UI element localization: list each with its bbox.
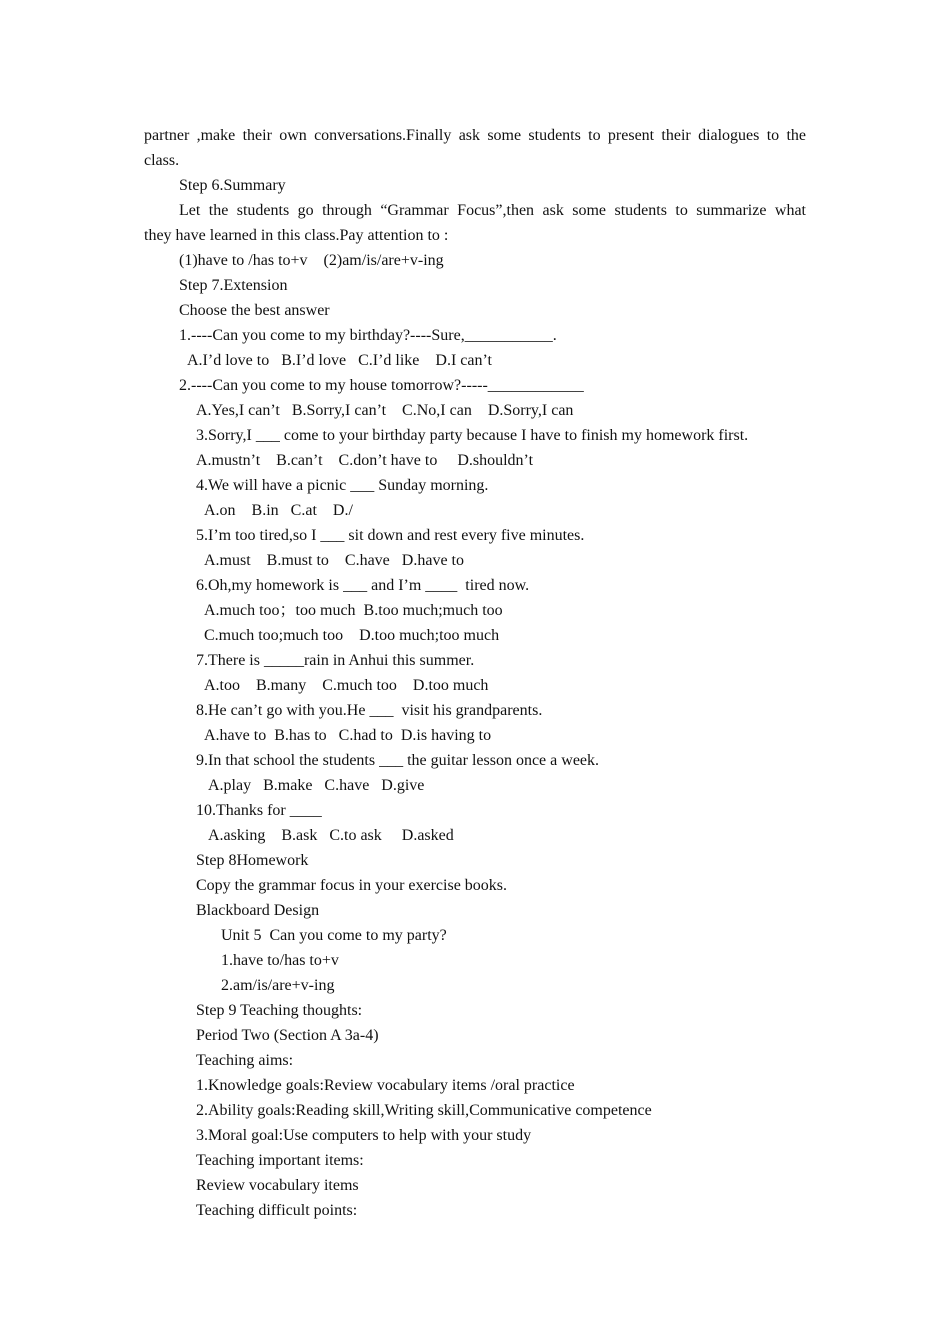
grammar-points: (1)have to /has to+v (2)am/is/are+v-ing bbox=[179, 252, 444, 269]
step-heading: Step 9 Teaching thoughts: bbox=[196, 1002, 363, 1019]
period-heading: Period Two (Section A 3a-4) bbox=[196, 1027, 379, 1044]
step-heading: Step 7.Extension bbox=[179, 277, 288, 294]
aim-item: 3.Moral goal:Use computers to help with your study bbox=[196, 1127, 532, 1144]
section-heading: Teaching difficult points: bbox=[196, 1202, 358, 1219]
question: 6.Oh,my homework is ___ and I’m ____ tired now. bbox=[196, 577, 530, 594]
answer-options: A.have to B.has to C.had to D.is having to bbox=[204, 727, 492, 744]
paragraph-line: Review vocabulary items bbox=[196, 1177, 359, 1194]
paragraph-line: they have learned in this class.Pay attention to : bbox=[144, 227, 449, 244]
blackboard-line: Unit 5 Can you come to my party? bbox=[221, 927, 447, 944]
question: 9.In that school the students ___ the guitar lesson once a week. bbox=[196, 752, 600, 769]
answer-options: A.much too；too much B.too much;much too bbox=[204, 602, 503, 619]
paragraph-line: class. bbox=[144, 152, 180, 169]
question: 7.There is _____rain in Anhui this summer. bbox=[196, 652, 475, 669]
blackboard-line: 1.have to/has to+v bbox=[221, 952, 339, 969]
section-heading: Teaching important items: bbox=[196, 1152, 364, 1169]
answer-options: A.I’d love to B.I’d love C.I’d like D.I can’t bbox=[187, 352, 492, 369]
paragraph-line: partner ,make their own conversations.Finally ask some students to present their dialogues to the bbox=[144, 127, 806, 144]
aim-item: 1.Knowledge goals:Review vocabulary items /oral practice bbox=[196, 1077, 575, 1094]
question: 5.I’m too tired,so I ___ sit down and rest every five minutes. bbox=[196, 527, 585, 544]
answer-options: A.on B.in C.at D./ bbox=[204, 502, 353, 519]
section-heading: Teaching aims: bbox=[196, 1052, 294, 1069]
answer-options: A.too B.many C.much too D.too much bbox=[204, 677, 489, 694]
question: 1.----Can you come to my birthday?----Sure,___________. bbox=[179, 327, 557, 344]
paragraph-line: Copy the grammar focus in your exercise books. bbox=[196, 877, 508, 894]
paragraph-line: Let the students go through “Grammar Focus”,then ask some students to summarize what bbox=[179, 202, 806, 219]
answer-options: A.play B.make C.have D.give bbox=[208, 777, 425, 794]
answer-options: A.asking B.ask C.to ask D.asked bbox=[208, 827, 454, 844]
question: 4.We will have a picnic ___ Sunday morning. bbox=[196, 477, 489, 494]
aim-item: 2.Ability goals:Reading skill,Writing skill,Communicative competence bbox=[196, 1102, 652, 1119]
blackboard-line: 2.am/is/are+v-ing bbox=[221, 977, 335, 994]
exercise-instruction: Choose the best answer bbox=[179, 302, 330, 319]
step-heading: Step 6.Summary bbox=[179, 177, 286, 194]
question: 3.Sorry,I ___ come to your birthday party because I have to finish my homework first. bbox=[196, 427, 749, 444]
question: 2.----Can you come to my house tomorrow?-----____________ bbox=[179, 377, 584, 394]
question: 8.He can’t go with you.He ___ visit his grandparents. bbox=[196, 702, 543, 719]
answer-options: A.mustn’t B.can’t C.don’t have to D.shouldn’t bbox=[196, 452, 534, 469]
step-heading: Step 8Homework bbox=[196, 852, 309, 869]
question: 10.Thanks for ____ bbox=[196, 802, 322, 819]
answer-options: A.must B.must to C.have D.have to bbox=[204, 552, 464, 569]
answer-options: C.much too;much too D.too much;too much bbox=[204, 627, 500, 644]
section-heading: Blackboard Design bbox=[196, 902, 320, 919]
answer-options: A.Yes,I can’t B.Sorry,I can’t C.No,I can D.Sorry,I can bbox=[196, 402, 574, 419]
